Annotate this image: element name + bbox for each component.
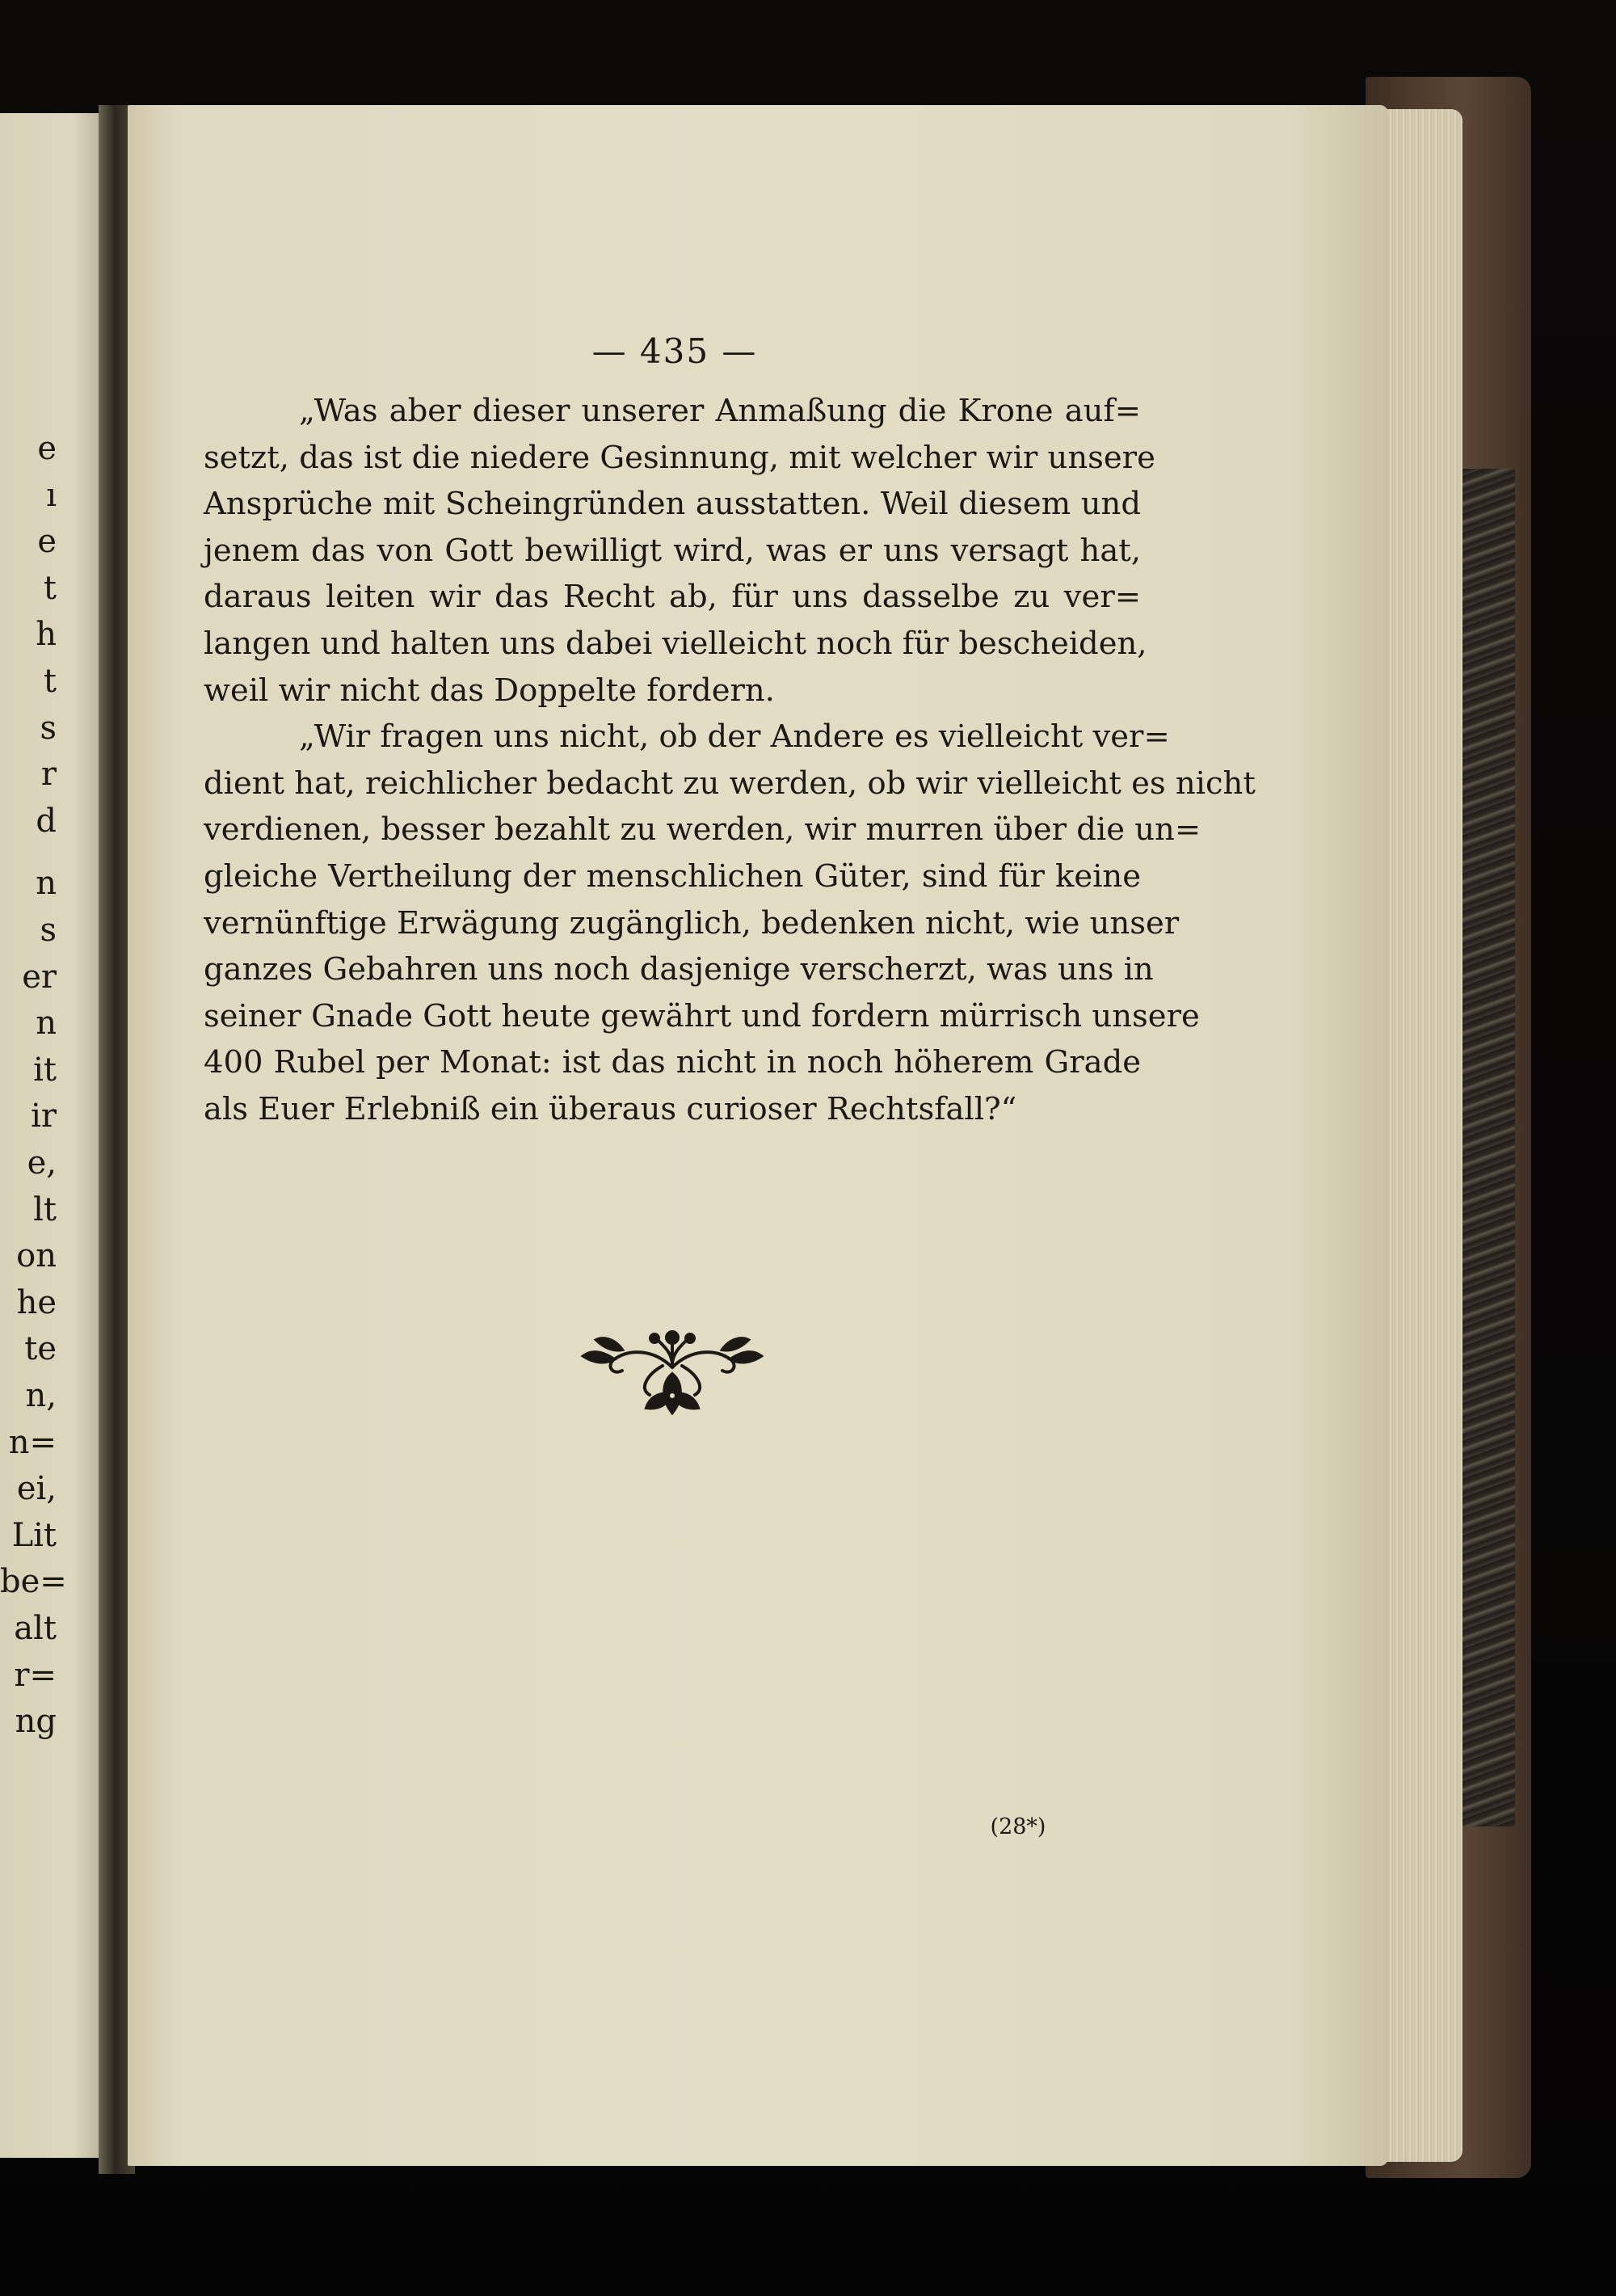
text-line: verdienen, besser bezahlt zu werden, wir murren über die un= bbox=[204, 811, 1201, 849]
previous-page-line-end: on bbox=[16, 1237, 57, 1275]
previous-page-line-end: er bbox=[22, 958, 57, 996]
previous-page-line-end: d bbox=[36, 802, 57, 840]
text-line: ganzes Gebahren uns noch dasjenige verscherzt, was uns in bbox=[204, 951, 1154, 988]
previous-page-line-end: s bbox=[40, 912, 57, 949]
text-line: dient hat, reichlicher bedacht zu werden, ob wir vielleicht es nicht bbox=[204, 765, 1256, 802]
previous-page bbox=[0, 113, 103, 2158]
paragraph bbox=[204, 388, 1155, 714]
previous-page-line-end: n, bbox=[25, 1377, 57, 1414]
paragraph bbox=[204, 714, 1256, 1132]
previous-page-line-end: n= bbox=[8, 1423, 57, 1461]
previous-page-line-end: ir bbox=[31, 1097, 57, 1135]
previous-page-line-end: he bbox=[16, 1283, 57, 1321]
previous-page-line-end: alt bbox=[14, 1610, 57, 1647]
text-line: vernünftige Erwägung zugänglich, bedenken nicht, wie unser bbox=[204, 904, 1180, 942]
text-line: seiner Gnade Gott heute gewährt und fordern mürrisch unsere bbox=[204, 997, 1200, 1034]
previous-page-line-end: ei, bbox=[16, 1470, 57, 1508]
text-line: weil wir nicht das Doppelte fordern. bbox=[204, 672, 775, 709]
previous-page-line-end: Lit bbox=[11, 1516, 57, 1554]
text-line: jenem das von Gott bewilligt wird, was er uns versagt hat, bbox=[204, 532, 1141, 569]
previous-page-line-end: ı bbox=[46, 476, 57, 514]
previous-page-line-end: it bbox=[33, 1051, 57, 1089]
previous-page-line-end: be= bbox=[0, 1563, 67, 1601]
text-line: setzt, das ist die niedere Gesinnung, mit welcher wir unsere bbox=[204, 439, 1155, 476]
text-line: als Euer Erlebniß ein überaus curioser Rechtsfall?“ bbox=[204, 1090, 1017, 1127]
text-line: daraus leiten wir das Recht ab, für uns dasselbe zu ver= bbox=[204, 579, 1141, 616]
body-text bbox=[204, 388, 1256, 1133]
previous-page-line-end: r bbox=[40, 756, 57, 794]
text-line: „Was aber dieser unserer Anmaßung die Krone auf= bbox=[299, 393, 1141, 429]
text-line: „Wir fragen uns nicht, ob der Andere es vielleicht ver= bbox=[299, 718, 1170, 756]
previous-page-line-end: e, bbox=[27, 1144, 57, 1182]
previous-page-line-end: s bbox=[40, 709, 57, 747]
previous-page-line-end: t bbox=[43, 663, 57, 700]
previous-page-line-end: e bbox=[37, 523, 57, 561]
printer-signature-mark: (28*) bbox=[990, 1814, 1046, 1839]
text-line: 400 Rubel per Monat: ist das nicht in noch höherem Grade bbox=[204, 1044, 1141, 1081]
previous-page-line-end: e bbox=[37, 430, 57, 467]
previous-page-line-end: h bbox=[36, 616, 57, 654]
previous-page-line-end: te bbox=[24, 1330, 57, 1368]
previous-page-line-end: ng bbox=[15, 1703, 57, 1741]
previous-page-line-end: t bbox=[43, 569, 57, 607]
text-line: langen und halten uns dabei vielleicht noch für bescheiden, bbox=[204, 625, 1147, 662]
text-line: gleiche Vertheilung der menschlichen Güter, sind für keine bbox=[204, 857, 1141, 895]
previous-page-line-end: lt bbox=[33, 1190, 57, 1228]
text-line: Ansprüche mit Scheingründen ausstatten. Weil diesem und bbox=[204, 486, 1141, 523]
page-number: — 435 — bbox=[591, 331, 758, 371]
previous-page-line-end: n bbox=[36, 865, 57, 903]
previous-page-line-end: r= bbox=[14, 1656, 57, 1694]
previous-page-line-end: n bbox=[36, 1005, 57, 1043]
floral-ornament-icon bbox=[582, 1317, 764, 1422]
